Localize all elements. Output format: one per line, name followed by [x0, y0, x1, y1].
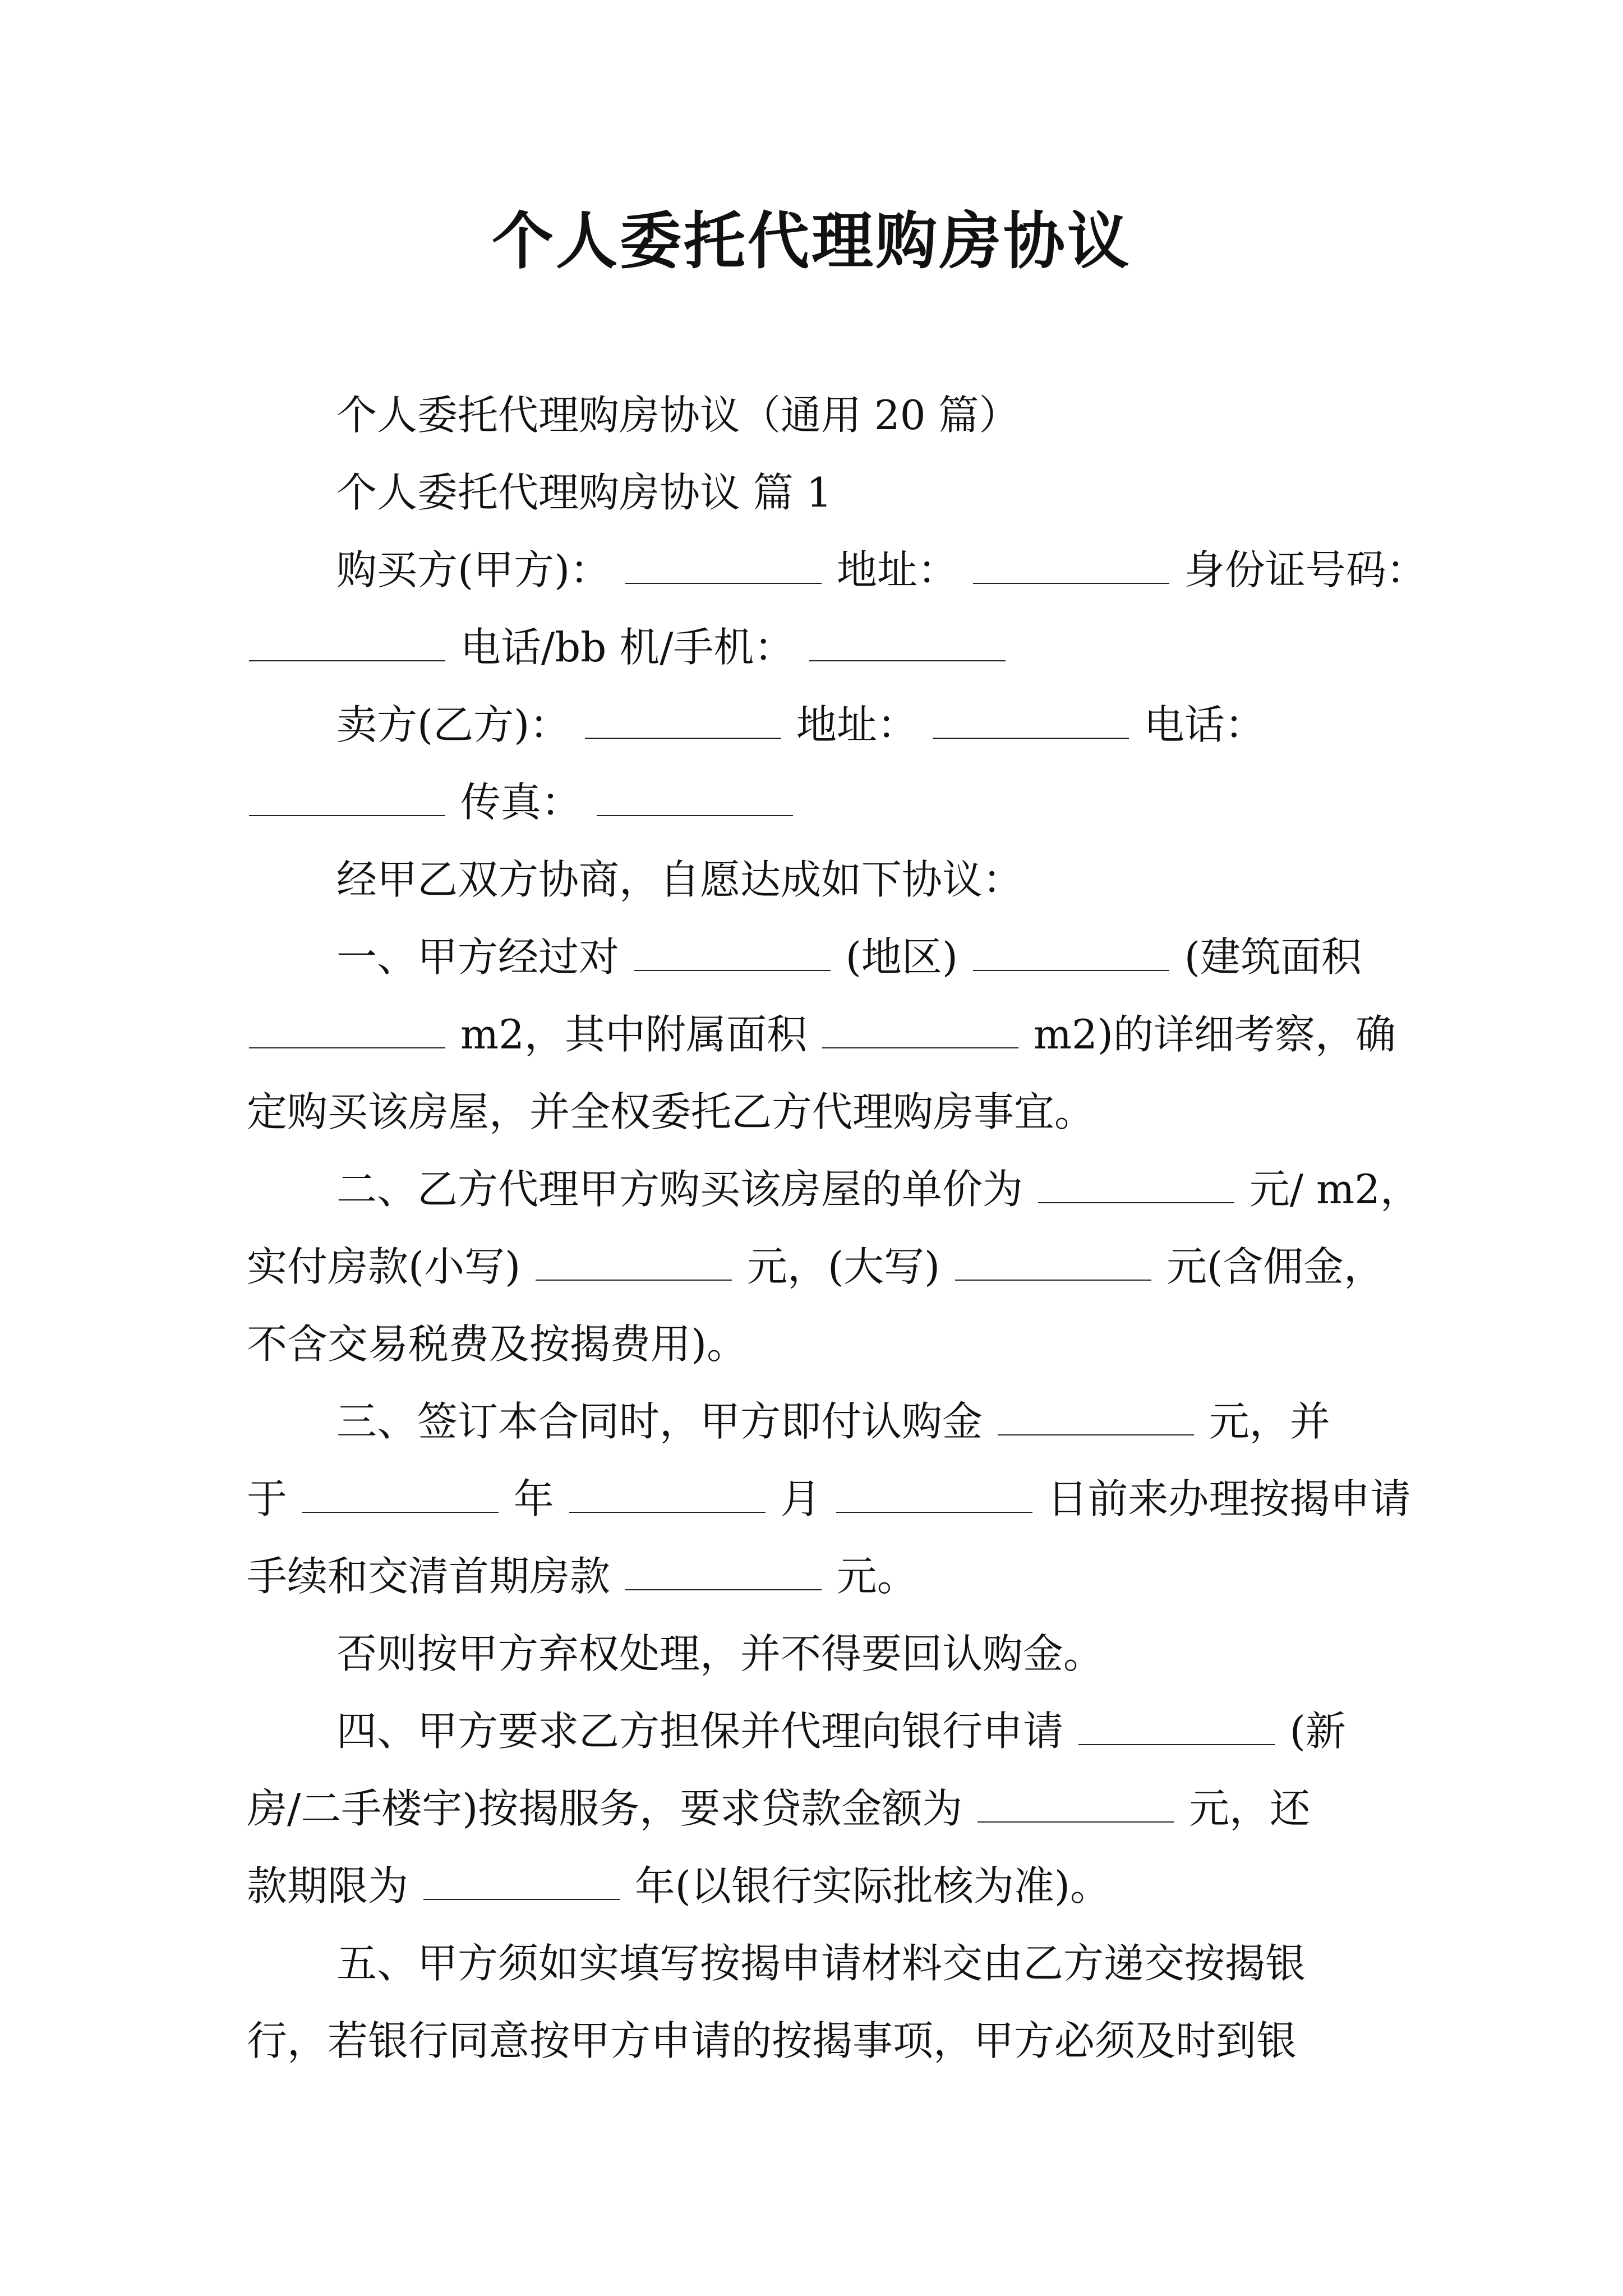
document-title: 个人委托代理购房协议 — [492, 205, 1131, 277]
blank-line — [625, 549, 822, 584]
blank-line — [998, 1401, 1194, 1435]
text-seg: (新 — [1289, 1708, 1346, 1755]
text-seg: 定购买该房屋，并全权委托乙方代理购房事宜。 — [247, 1088, 1095, 1135]
blank-line — [302, 1478, 499, 1513]
text-seg: 个人委托代理购房协议（通用 20 篇） — [336, 392, 1020, 439]
blank-line — [955, 1246, 1151, 1281]
text-seg: 四、甲方要求乙方担保并代理向银行申请 — [336, 1708, 1064, 1755]
text-seg: 身份证号码： — [1184, 546, 1427, 593]
text-seg: 元，(大写) — [746, 1243, 940, 1290]
blank-line — [973, 549, 1169, 584]
text-seg: 元，还 — [1189, 1785, 1311, 1832]
line-17 — [336, 1626, 1104, 1682]
text-seg: 三、签订本合同时，甲方即付认购金 — [336, 1398, 983, 1445]
text-seg: m2)的详细考察，确 — [1033, 1011, 1396, 1058]
text-seg: 日前来办理按揭申请 — [1047, 1475, 1411, 1522]
blank-line — [625, 1556, 822, 1590]
blank-line — [597, 781, 793, 816]
blank-line — [822, 1014, 1018, 1048]
blank-line — [1078, 1710, 1275, 1745]
text-seg: 一、甲方经过对 — [336, 933, 620, 981]
blank-line — [249, 627, 445, 661]
line-6 — [247, 774, 795, 830]
text-seg: 地址： — [836, 546, 958, 593]
blank-line — [973, 936, 1169, 971]
text-seg: 二、乙方代理甲方购买该房屋的单价为 — [336, 1166, 1023, 1213]
line-16 — [247, 1548, 917, 1604]
line-5 — [336, 697, 1265, 753]
text-seg: 购买方(甲方)： — [336, 546, 611, 593]
line-13 — [247, 1316, 747, 1372]
blank-line — [809, 627, 1006, 661]
line-14 — [336, 1393, 1330, 1450]
text-seg: 月 — [780, 1475, 821, 1522]
text-seg: 元(含佣金， — [1166, 1243, 1385, 1290]
text-seg: 卖方(乙方)： — [336, 701, 570, 748]
blank-line — [536, 1246, 732, 1281]
blank-line — [569, 1478, 766, 1513]
line-7 — [336, 852, 1023, 908]
blank-line — [249, 781, 445, 816]
line-18 — [336, 1703, 1346, 1759]
text-seg: 元/ m2， — [1249, 1166, 1421, 1213]
text-seg: 行，若银行同意按甲方申请的按揭事项，甲方必须及时到银 — [247, 2017, 1297, 2064]
line-20 — [247, 1858, 1110, 1914]
text-seg: 于 — [247, 1475, 288, 1522]
line-4 — [247, 619, 1008, 675]
line-8 — [336, 929, 1362, 985]
line-15 — [247, 1471, 1410, 1527]
text-seg: 五、甲方须如实填写按揭申请材料交由乙方递交按揭银 — [336, 1940, 1306, 1987]
text-seg: 元。 — [836, 1553, 917, 1600]
text-seg: 不含交易税费及按揭费用)。 — [247, 1320, 748, 1368]
blank-line — [249, 1014, 445, 1048]
line-22 — [247, 2013, 1297, 2069]
blank-line — [836, 1478, 1032, 1513]
text-seg: 经甲乙双方协商，自愿达成如下协议： — [336, 856, 1023, 903]
line-10 — [247, 1084, 1095, 1140]
line-9 — [247, 1006, 1396, 1062]
text-seg: 电话： — [1144, 701, 1265, 748]
line-1 — [336, 387, 1019, 443]
line-3 — [336, 542, 1427, 598]
line-19 — [247, 1780, 1310, 1837]
text-seg: 款期限为 — [247, 1862, 409, 1910]
line-12 — [247, 1239, 1384, 1295]
text-seg: (地区) — [845, 933, 958, 981]
blank-line — [933, 704, 1129, 739]
line-21 — [336, 1935, 1306, 1991]
text-seg: 元，并 — [1209, 1398, 1330, 1445]
text-seg: 房/二手楼宇)按揭服务，要求贷款金额为 — [247, 1785, 963, 1832]
text-seg: 传真： — [460, 779, 582, 826]
text-seg: 年 — [513, 1475, 554, 1522]
blank-line — [585, 704, 781, 739]
text-seg: 实付房款(小写) — [247, 1243, 521, 1290]
blank-line — [1038, 1168, 1234, 1203]
blank-line — [423, 1865, 620, 1900]
text-seg: 个人委托代理购房协议 篇 1 — [336, 469, 832, 516]
line-11 — [336, 1161, 1421, 1217]
text-seg: m2，其中附属面积 — [460, 1011, 807, 1058]
blank-line — [634, 936, 831, 971]
text-seg: 否则按甲方弃权处理，并不得要回认购金。 — [336, 1630, 1104, 1677]
blank-line — [978, 1788, 1174, 1823]
text-seg: (建筑面积 — [1184, 933, 1362, 981]
text-seg: 年(以银行实际批核为准)。 — [634, 1862, 1110, 1910]
text-seg: 手续和交清首期房款 — [247, 1553, 611, 1600]
line-2 — [336, 464, 832, 521]
text-seg: 地址： — [796, 701, 917, 748]
text-seg: 电话/bb 机/手机： — [460, 624, 795, 671]
